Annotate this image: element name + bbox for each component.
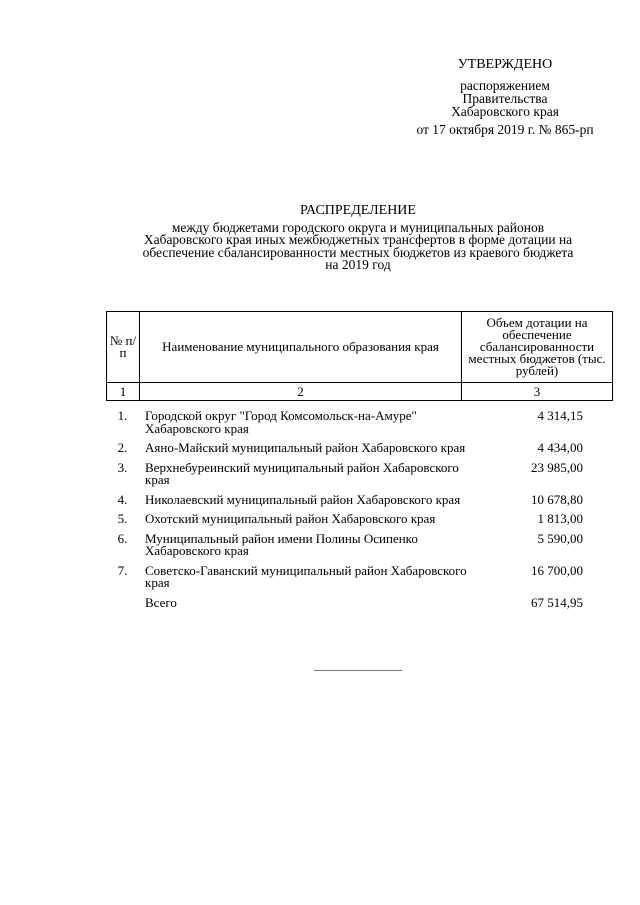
row-name: Аяно-Майский муниципальный район Хабаровского края — [145, 440, 466, 455]
table-row — [106, 442, 612, 455]
approval-date: от 17 октября 2019 г. № 865-рп — [416, 122, 594, 137]
header-name: Наименование муниципального образования края — [140, 312, 462, 383]
subtitle-line: между бюджетами городского округа и муниципальных районов — [171, 219, 545, 235]
row-num: 6. — [117, 530, 128, 546]
row-num: 1. — [117, 408, 128, 423]
row-num: 4. — [117, 491, 128, 507]
document-title: РАСПРЕДЕЛЕНИЕ — [300, 203, 416, 218]
subtitle-line: на 2019 год — [325, 257, 391, 272]
subtitle-line: обеспечение сбалансированности местных бюджетов из краевого бюджета — [142, 244, 574, 260]
table-row — [106, 410, 612, 435]
table-header — [106, 311, 613, 401]
row-name: Верхнебуреинский муниципальный район Хабаровского края — [145, 459, 459, 487]
table-row — [106, 562, 612, 590]
row-num: 3. — [117, 459, 128, 475]
subtitle-line: Хабаровского края иных межбюджетных трансфертов в форме дотации на — [143, 232, 573, 247]
row-amount: 4 434,00 — [537, 440, 583, 455]
row-amount: 5 590,00 — [537, 530, 583, 546]
row-num: 7. — [117, 562, 128, 578]
approval-heading: УТВЕРЖДЕНО — [457, 57, 553, 72]
approval-block — [400, 58, 610, 136]
column-number: 3 — [462, 383, 613, 401]
table-row — [106, 513, 612, 526]
header-amount: Объем дотации на обеспечение сбалансированности местных бюджетов (тыс. рублей) — [462, 312, 613, 383]
row-num: 2. — [117, 440, 128, 455]
row-amount: 16 700,00 — [531, 562, 583, 578]
table-row — [106, 491, 612, 507]
total-spacer — [106, 597, 139, 610]
total-row — [106, 594, 612, 610]
row-amount: 4 314,15 — [537, 408, 583, 423]
row-name: Городской округ "Город Комсомольск-на-Амуре" Хабаровского края — [145, 408, 417, 436]
approval-line: Правительства — [462, 91, 548, 106]
table-row — [106, 459, 612, 487]
document-title-block — [100, 205, 616, 272]
table-body — [106, 410, 612, 616]
approval-line: распоряжением — [460, 78, 550, 93]
row-num: 5. — [117, 511, 128, 526]
column-number: 2 — [140, 383, 462, 401]
approval-line: Хабаровского края — [451, 104, 559, 119]
table-row — [106, 530, 612, 558]
header-num: № п/п — [107, 312, 140, 383]
row-name: Муниципальный район имени Полины Осипенко Хабаровского края — [145, 530, 418, 558]
total-amount: 67 514,95 — [531, 594, 583, 610]
row-amount: 1 813,00 — [537, 511, 583, 526]
end-divider — [314, 670, 402, 671]
row-amount: 10 678,80 — [531, 491, 583, 507]
row-amount: 23 985,00 — [531, 459, 583, 475]
row-name: Охотский муниципальный район Хабаровского края — [145, 511, 436, 526]
total-label: Всего — [145, 594, 177, 610]
row-name: Николаевский муниципальный район Хабаровского края — [145, 491, 461, 507]
row-name: Советско-Гаванский муниципальный район Хабаровского края — [145, 562, 467, 590]
column-number: 1 — [107, 383, 140, 401]
